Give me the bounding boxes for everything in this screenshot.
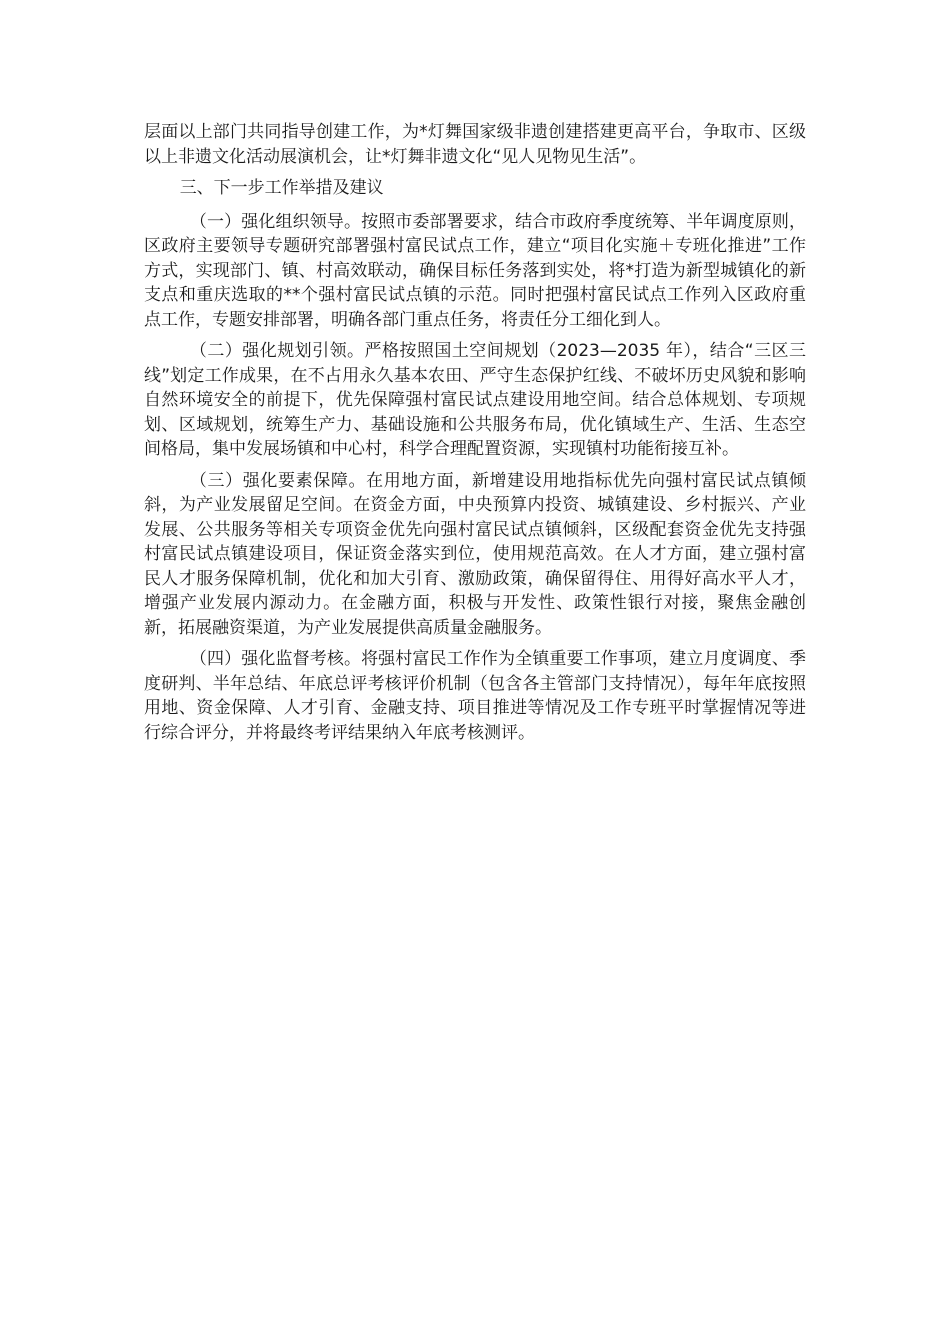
item-paragraph-1: （一）强化组织领导。按照市委部署要求，结合市政府季度统筹、半年调度原则，区政府主要领导专题研究部署强村富民试点工作，建立“项目化实施＋专班化推进”工作方式，实现部门、镇、村高效联动，确保目标任务落到实处，将*打造为新型城镇化的新支点和重庆选取的**个强村富民试点镇的示范。同时把强村富民试点工作列入区政府重点工作，专题安排部署，明确各部门重点任务，将责任分工细化到人。 [144, 211, 806, 330]
section-heading: 三、下一步工作举措及建议 [179, 178, 384, 198]
item-paragraph-4: （四）强化监督考核。将强村富民工作作为全镇重要工作事项，建立月度调度、季度研判、半年总结、年底总评考核评价机制（包含各主管部门支持情况），每年年底按照用地、资金保障、人才引育、金融支持、项目推进等情况及工作专班平时掌握情况等进行综合评分，并将最终考评结果纳入年底考核测评。 [144, 649, 806, 743]
item-paragraph-2: （二）强化规划引领。严格按照国土空间规划（2023—2035 年），结合“三区三线”划定工作成果，在不占用永久基本农田、严守生态保护红线、不破坏历史风貌和影响自然环境安全的前提下，优先保障强村富民试点建设用地空间。结合总体规划、专项规划、区域规划，统筹生产力、基础设施和公共服务布局，优化镇域生产、生活、生态空间格局，集中发展场镇和中心村，科学合理配置资源，实现镇村功能衔接互补。 [144, 341, 806, 459]
continuation-paragraph: 层面以上部门共同指导创建工作，为*灯舞国家级非遗创建搭建更高平台，争取市、区级以上非遗文化活动展演机会，让*灯舞非遗文化“见人见物见生活”。 [144, 122, 806, 167]
item-paragraph-3: （三）强化要素保障。在用地方面，新增建设用地指标优先向强村富民试点镇倾斜，为产业发展留足空间。在资金方面，中央预算内投资、城镇建设、乡村振兴、产业发展、公共服务等相关专项资金优先向强村富民试点镇倾斜，区级配套资金优先支持强村富民试点镇建设项目，保证资金落实到位，使用规范高效。在人才方面，建立强村富民人才服务保障机制，优化和加大引育、激励政策，确保留得住、用得好高水平人才，增强产业发展内源动力。在金融方面，积极与开发性、政策性银行对接，聚焦金融创新，拓展融资渠道，为产业发展提供高质量金融服务。 [144, 470, 806, 638]
document-page [144, 120, 806, 752]
